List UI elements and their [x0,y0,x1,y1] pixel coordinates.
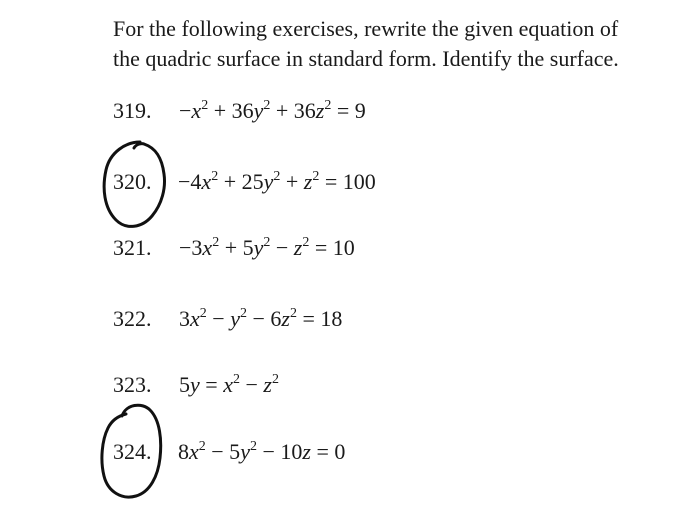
equation-variable: x [201,169,212,194]
exercise-number: 320. [113,169,152,194]
equation-variable: y [253,98,264,123]
equation-exponent: 2 [199,306,207,321]
equation-term: −3 [179,235,203,260]
equation-term: = 100 [319,169,376,194]
equation-variable: x [189,439,199,464]
equation-term: + 36 [270,98,316,123]
equation-term: − 6 [246,306,282,331]
equation-variable: z [263,372,272,397]
equation-exponent: 2 [263,98,271,113]
equation-variable: z [293,235,303,260]
equation-exponent: 2 [201,98,209,113]
equation-exponent: 2 [271,372,279,387]
equation-term: = 10 [309,235,355,260]
equation-exponent: 2 [273,169,281,184]
equation-term: + 5 [219,235,254,260]
equation-variable: x [202,235,213,260]
exercise-number: 322. [113,306,152,331]
equation-term: −4 [178,169,202,194]
equation-variable: x [190,306,200,331]
instructions-text [113,14,683,74]
equation-term: = 9 [331,98,366,123]
equation-term: − [270,235,294,260]
equation [179,370,279,400]
instructions-line-2: the quadric surface in standard form. Identify the surface. [113,46,619,71]
equation-term: − [179,98,192,123]
exercise-323 [113,370,279,400]
equation-term: − [206,306,231,331]
equation-exponent: 2 [312,169,320,184]
equation-exponent: 2 [211,169,219,184]
equation-term: 3 [179,306,190,331]
equation [179,96,366,126]
equation-exponent: 2 [232,372,240,387]
equation-term: − [239,372,264,397]
equation-exponent: 2 [289,306,297,321]
equation-term: = [199,372,224,397]
exercise-number: 323. [113,372,152,397]
exercise-number: 324. [113,439,152,464]
equation-variable: y [190,372,200,397]
equation-variable: z [302,439,311,464]
equation-exponent: 2 [324,98,332,113]
equation-exponent: 2 [249,439,257,454]
equation-variable: z [315,98,325,123]
equation-term: = 0 [310,439,346,464]
equation-variable: y [230,306,240,331]
equation-term: = 18 [296,306,343,331]
exercise-324 [113,437,345,467]
exercise-number: 321. [113,235,152,260]
equation-term: − 10 [256,439,303,464]
equation [178,167,376,197]
equation [179,304,342,334]
equation-exponent: 2 [302,235,310,250]
equation-term: 8 [178,439,189,464]
equation-variable: x [191,98,202,123]
equation [179,233,355,263]
equation-term: 5 [179,372,190,397]
equation-variable: y [240,439,250,464]
equation-term: + 25 [218,169,264,194]
equation-exponent: 2 [198,439,206,454]
equation-term: − 5 [205,439,241,464]
equation-variable: y [263,169,274,194]
equation [178,437,345,467]
equation-exponent: 2 [212,235,220,250]
equation-term: + 36 [208,98,254,123]
exercise-322 [113,304,342,334]
equation-exponent: 2 [263,235,271,250]
exercise-320 [113,167,376,197]
equation-variable: y [253,235,264,260]
exercise-319 [113,96,366,126]
exercise-321 [113,233,355,263]
equation-variable: z [303,169,313,194]
equation-variable: x [223,372,233,397]
instructions-line-1: For the following exercises, rewrite the given equation of [113,16,619,41]
equation-variable: z [281,306,290,331]
equation-exponent: 2 [239,306,247,321]
exercise-number: 319. [113,98,152,123]
equation-term: + [280,169,304,194]
